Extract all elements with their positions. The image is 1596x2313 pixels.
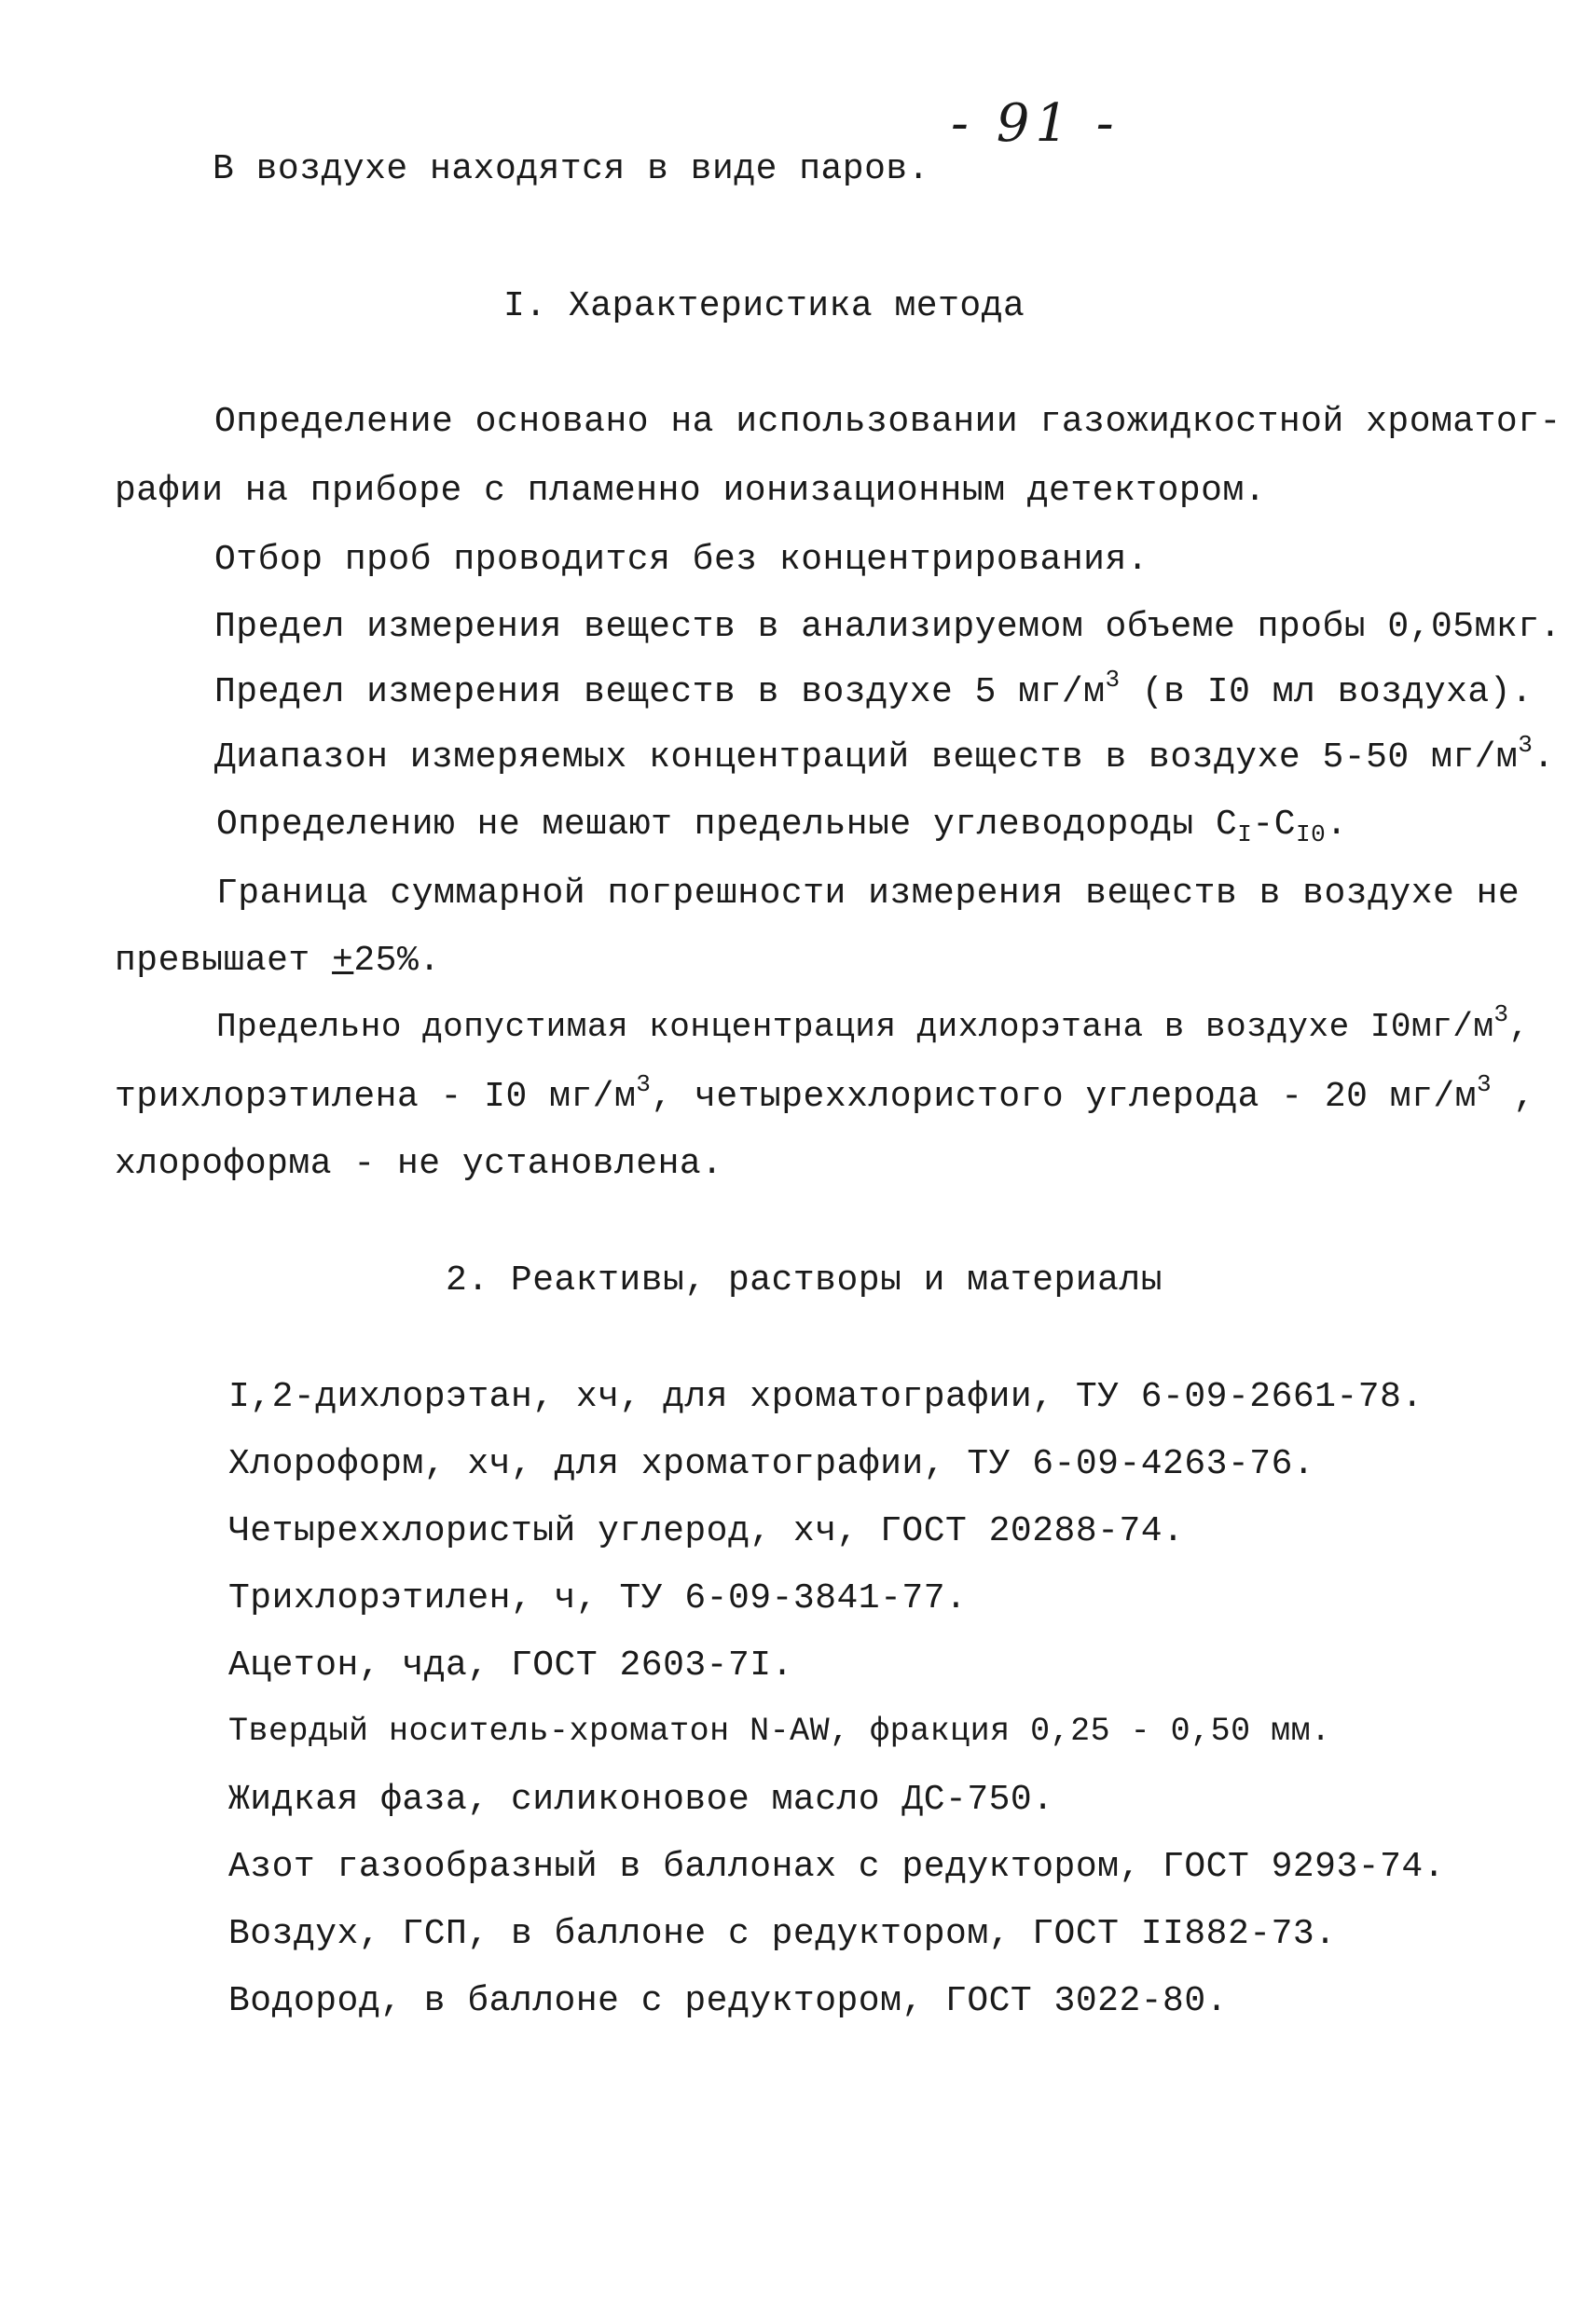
method-paragraph-line2: рафии на приборе с пламенно ионизационным детектором. [115,471,1267,511]
error-line2: превышает +25%. [115,941,441,981]
reagent-item: Воздух, ГСП, в баллоне с редуктором, ГОСТ II882-73. [228,1914,1337,1954]
limit-air-text: Предел измерения веществ в воздухе 5 $мг/м^3$ (в I0 мл воздуха). [214,666,1534,712]
reagent-item: Жидкая фаза, силиконовое масло ДС-750. [228,1780,1054,1820]
error-line1: Граница суммарной погрешности измерения веществ в воздухе не [216,874,1520,914]
section2-heading: 2. Реактивы, растворы и материалы [446,1260,1163,1301]
reagent-item: Ацетон, чда, ГОСТ 2603-7I. [228,1645,793,1686]
method-paragraph-line1: Определение основано на использовании газожидкостной хроматог- [214,402,1562,442]
mac-line2: трихлорэтилена - I0 $мг/м^3$, четыреххлористого углерода - 20 $мг/м^3$ , [115,1070,1535,1117]
reagent-item: Трихлорэтилен, ч, ТУ 6-09-3841-77. [228,1578,968,1618]
reagent-item: Азот газообразный в баллонах с редуктором, ГОСТ 9293-74. [228,1847,1446,1887]
range-text: Диапазон измеряемых концентраций веществ в воздухе 5-50 $мг/м^3$. [214,731,1555,778]
reagent-item: Четыреххлористый углерод, хч, ГОСТ 20288-74. [228,1511,1185,1551]
section1-heading: I. Характеристика метода [503,286,1025,326]
mac-line3: хлороформа - не установлена. [115,1144,723,1184]
sampling-text: Отбор проб проводится без концентрирования. [214,540,1149,580]
reagent-item: Водород, в баллоне с редуктором, ГОСТ 3022-80. [228,1981,1228,2021]
reagent-item: Твердый носитель-хроматон N-AW, фракция 0,25 - 0,50 мм. [228,1713,1331,1750]
page-number: - 91 - [951,93,1120,154]
reagent-item: I,2-дихлорэтан, хч, для хроматографии, ТУ 6-09-2661-78. [228,1377,1424,1417]
limit-sample-text: Предел измерения веществ в анализируемом объеме пробы 0,05мкг. [214,607,1562,647]
mac-line1: Предельно допустимая концентрация дихлорэтана в воздухе $I0мг/м^3$, [216,1000,1530,1046]
interference-text: Определению не мешают предельные углеводороды $С_I-С_{I0}$. [216,805,1348,848]
intro-text: В воздухе находятся в виде паров. [213,149,930,189]
reagent-item: Хлороформ, хч, для хроматографии, ТУ 6-09-4263-76. [228,1444,1315,1484]
